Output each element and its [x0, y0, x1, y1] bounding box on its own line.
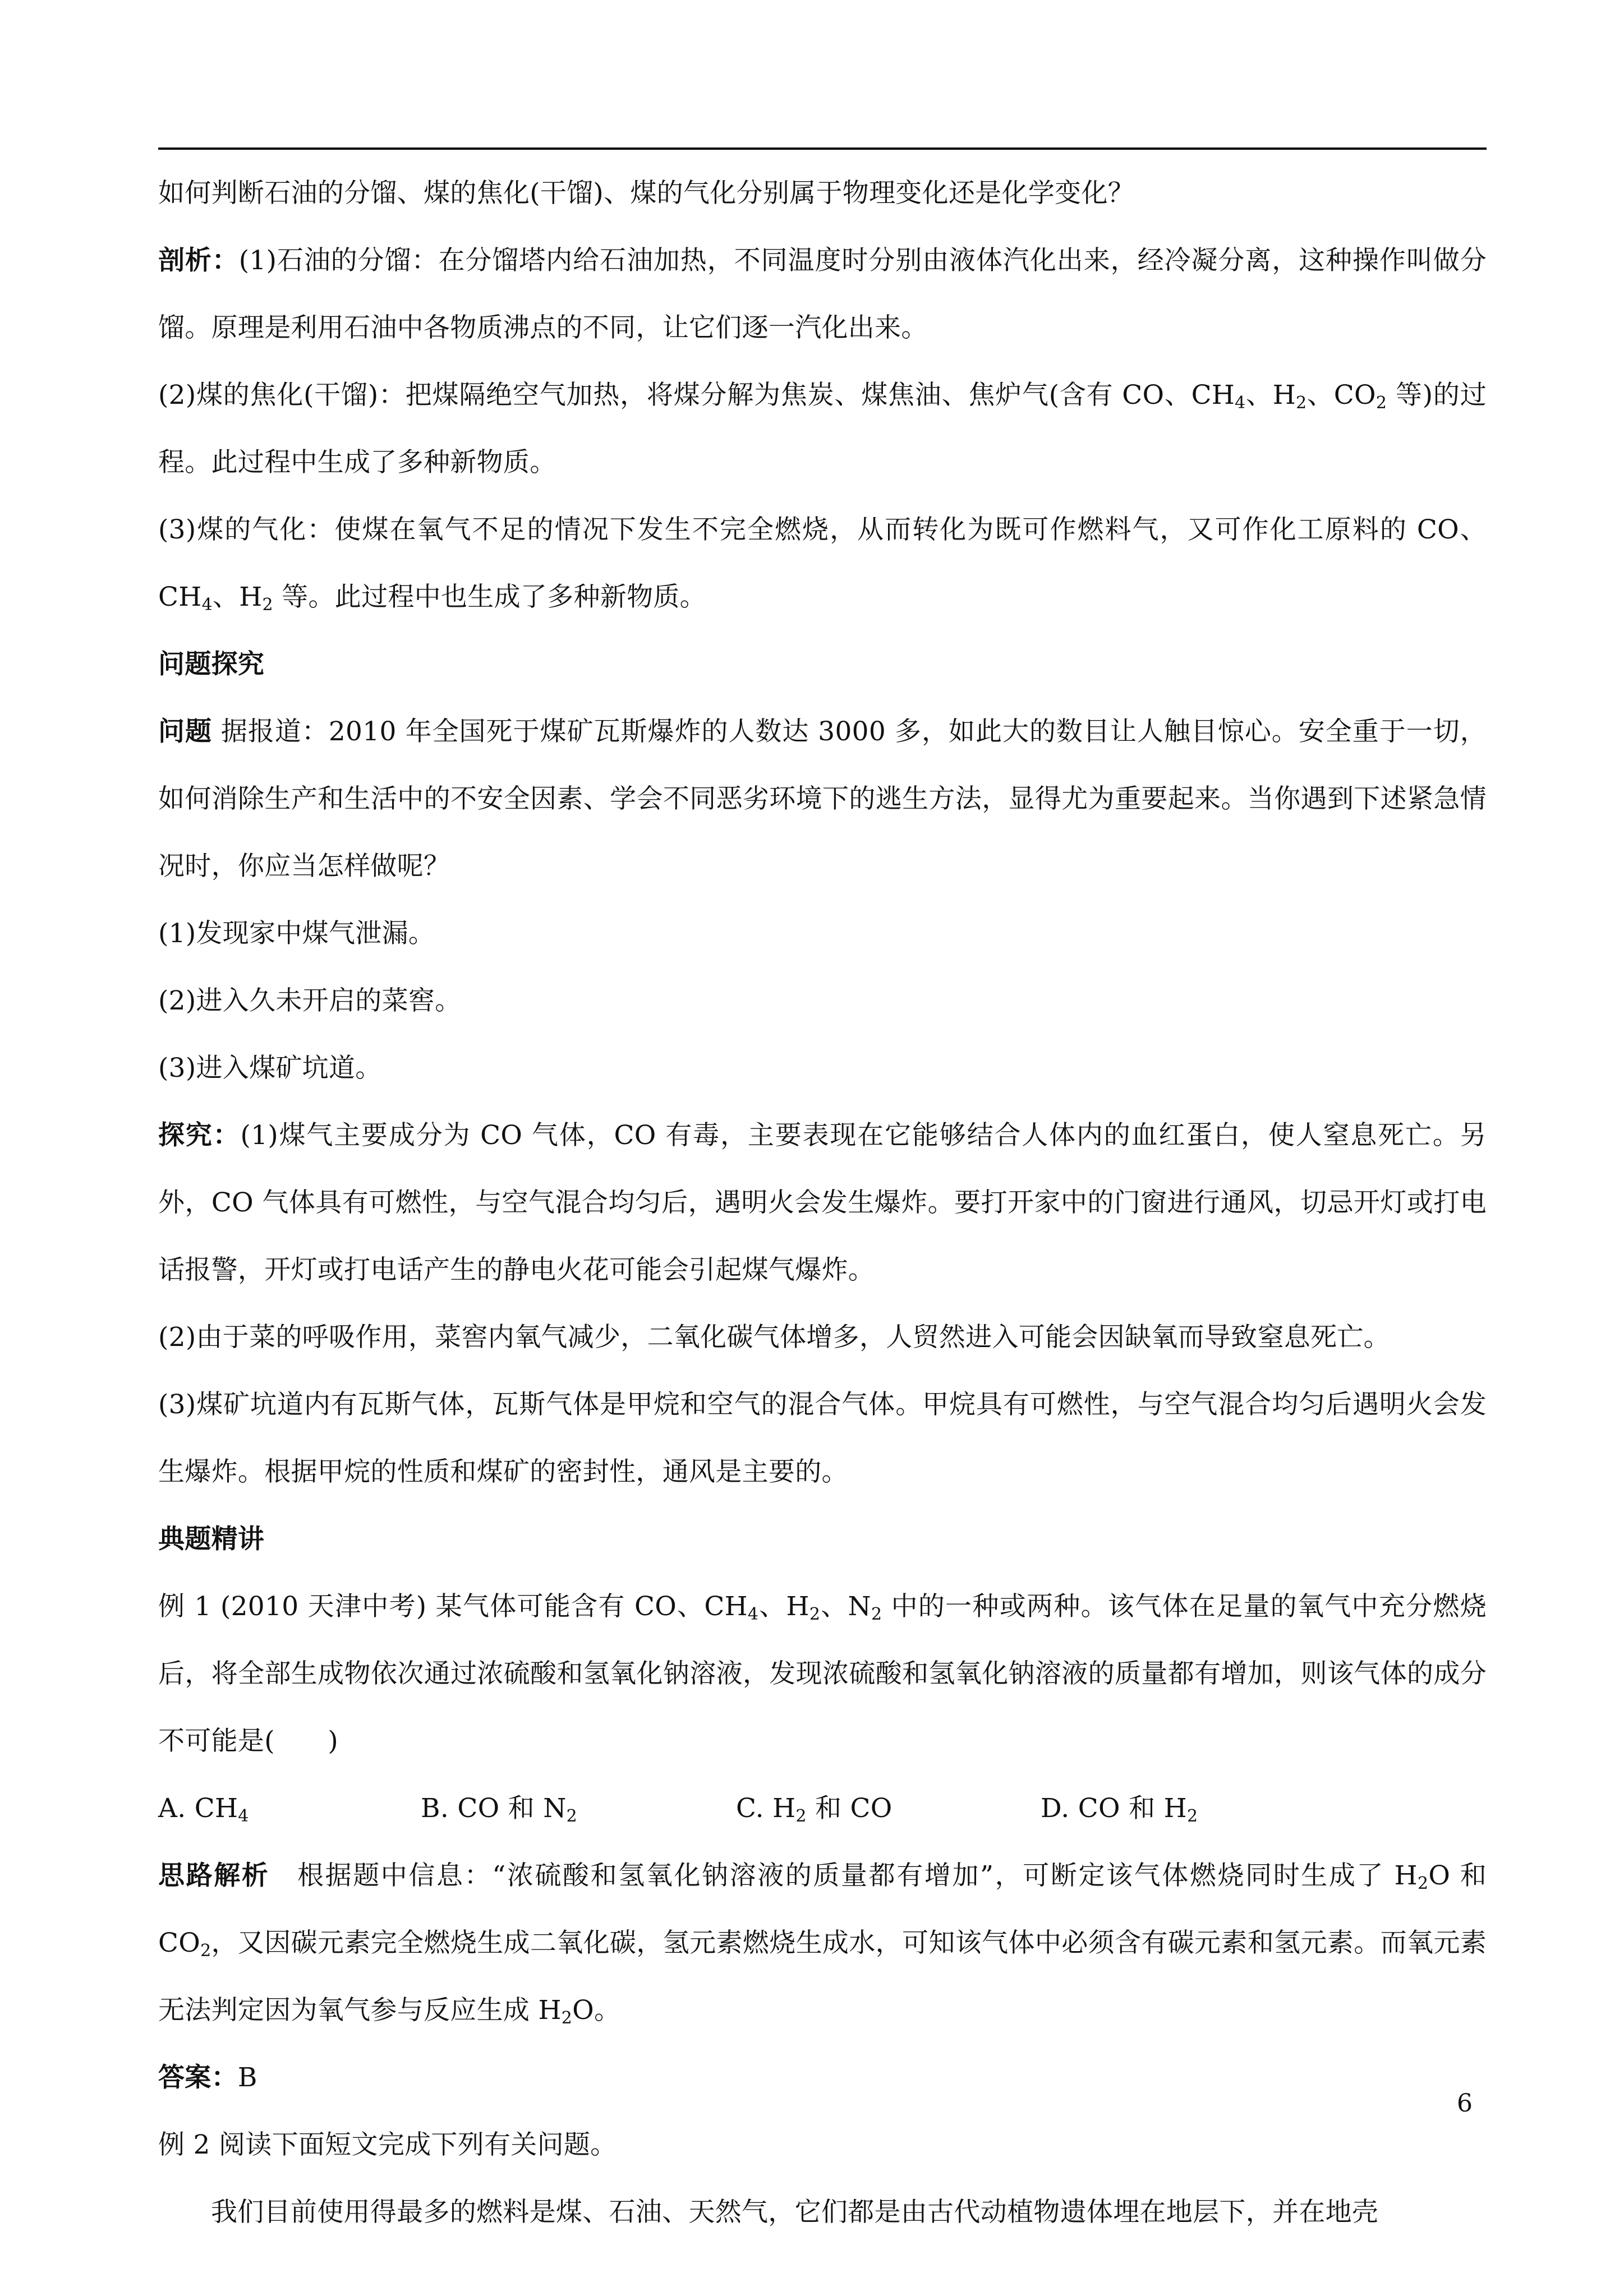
reasoning-text-a: 根据题中信息：“浓硫酸和氢氧化钠溶液的质量都有增加”，可断定该气体燃烧同时生成了 H [269, 1860, 1418, 1891]
analysis-part-2 [158, 362, 1487, 496]
option-d [1041, 1775, 1198, 1842]
analysis-text-3b: 、H [212, 582, 263, 612]
question-intro-text: 如何判断石油的分馏、煤的焦化(干馏)、煤的气化分别属于物理变化还是化学变化？ [158, 178, 1135, 209]
reasoning-paragraph [158, 1842, 1487, 2044]
option-b [421, 1775, 577, 1842]
section-heading-examples: 典题精讲 [158, 1524, 265, 1555]
problem-item-3: (3)进入煤矿坑道。 [158, 1053, 382, 1084]
section-heading-explore: 问题探究 [158, 649, 265, 680]
analysis-label: 剖析： [158, 245, 239, 276]
analysis-part-3 [158, 496, 1487, 631]
explore-part-3: (3)煤矿坑道内有瓦斯气体，瓦斯气体是甲烷和空气的混合气体。甲烷具有可燃性，与空气混合均匀后遇明火会发生爆炸。根据甲烷的性质和煤矿的密封性，通风是主要的。 [158, 1389, 1487, 1487]
reasoning-text-d: O。 [572, 1995, 621, 2026]
analysis-text-2b: 、H [1245, 380, 1296, 411]
subscript: 2 [1417, 1874, 1429, 1893]
problem-item-1: (1)发现家中煤气泄漏。 [158, 918, 435, 949]
problem-paragraph [158, 698, 1487, 900]
subscript: 4 [1235, 393, 1246, 413]
question-intro [158, 160, 1487, 227]
answer-value: B [237, 2062, 257, 2093]
reasoning-label: 思路解析 [158, 1860, 270, 1891]
option-d-text: D. CO 和 H [1041, 1793, 1187, 1824]
subscript: 2 [200, 1941, 211, 1961]
example-2-body: 我们目前使用得最多的燃料是煤、石油、天然气，它们都是由古代动植物遗体埋在地层下，并在地壳 [211, 2197, 1379, 2228]
reasoning-text-b: O 和 CO [158, 1860, 1487, 1958]
subscript: 4 [201, 595, 213, 615]
explore-text-1: (1)煤气主要成分为 CO 气体，CO 有毒，主要表现在它能够结合人体内的血红蛋白，使人窒息死亡。另外，CO 气体具有可燃性，与空气混合均匀后，遇明火会发生爆炸。要打开家中的门窗进行通风，切忌开灯或打电话报警，开灯或打电话产生的静电火花可能会引起煤气爆炸。 [158, 1120, 1487, 1285]
example-1-options [158, 1775, 1487, 1842]
explore-part-2: (2)由于菜的呼吸作用，菜窖内氧气减少，二氧化碳气体增多，人贸然进入可能会因缺氧而导致窒息死亡。 [158, 1322, 1390, 1353]
problem-item-2: (2)进入久未开启的菜窖。 [158, 985, 462, 1016]
subscript: 2 [1186, 1806, 1198, 1826]
option-a [158, 1775, 249, 1842]
option-a-text: A. CH [158, 1793, 238, 1824]
option-c [736, 1775, 892, 1842]
subscript: 4 [238, 1806, 249, 1826]
analysis-text-3a: (3)煤的气化：使煤在氧气不足的情况下发生不完全燃烧，从而转化为既可作燃料气，又可作化工原料的 CO、CH [158, 514, 1487, 612]
problem-text: 据报道：2010 年全国死于煤矿瓦斯爆炸的人数达 3000 多，如此大的数目让人触目惊心。安全重于一切，如何消除生产和生活中的不安全因素、学会不同恶劣环境下的逃生方法，显得尤为重要起来。当你遇到下述紧急情况时，你应当怎样做呢？ [158, 716, 1487, 882]
page-content [158, 160, 1487, 2246]
subscript: 2 [871, 1605, 882, 1624]
analysis-text-2a: (2)煤的焦化(干馏)：把煤隔绝空气加热，将煤分解为焦炭、煤焦油、焦炉气(含有 CO、CH [158, 380, 1235, 411]
option-b-text: B. CO 和 N [421, 1793, 567, 1824]
explore-label: 探究： [158, 1120, 241, 1151]
subscript: 2 [561, 2008, 573, 2028]
analysis-text-2c: 、CO [1306, 380, 1376, 411]
page-number: 6 [1457, 2089, 1473, 2118]
analysis-text-2d: 等)的过程。此过程中生成了多种新物质。 [158, 380, 1487, 478]
answer-line [158, 2044, 1487, 2111]
subscript: 2 [566, 1806, 578, 1826]
analysis-text-1: (1)石油的分馏：在分馏塔内给石油加热，不同温度时分别由液体汽化出来，经冷凝分离，这种操作叫做分馏。原理是利用石油中各物质沸点的不同，让它们逐一汽化出来。 [158, 245, 1487, 343]
subscript: 4 [747, 1605, 759, 1624]
example-1-text-d: 中的一种或两种。该气体在足量的氧气中充分燃烧后，将全部生成物依次通过浓硫酸和氢氧化钠溶液，发现浓硫酸和氢氧化钠溶液的质量都有增加，则该气体的成分不可能是( ) [158, 1591, 1487, 1756]
answer-label: 答案： [158, 2062, 238, 2093]
analysis-text-3c: 等。此过程中也生成了多种新物质。 [273, 582, 706, 612]
example-1-text-c: 、N [820, 1591, 871, 1622]
analysis-part-1 [158, 227, 1487, 362]
subscript: 2 [795, 1806, 807, 1826]
option-c-text-b: 和 CO [806, 1793, 892, 1824]
subscript: 2 [262, 595, 273, 615]
subscript: 2 [1296, 393, 1307, 413]
example-1-text-a: 例 1 (2010 天津中考) 某气体可能含有 CO、CH [158, 1591, 748, 1622]
example-1-text-b: 、H [758, 1591, 809, 1622]
reasoning-text-c: ，又因碳元素完全燃烧生成二氧化碳，氢元素燃烧生成水，可知该气体中必须含有碳元素和氢元素。而氧元素无法判定因为氧气参与反应生成 H [158, 1928, 1487, 2026]
header-rule [158, 147, 1487, 150]
option-c-text-a: C. H [736, 1793, 796, 1824]
example-2-title: 例 2 阅读下面短文完成下列有关问题。 [158, 2129, 617, 2160]
example-1-question [158, 1573, 1487, 1775]
subscript: 2 [809, 1605, 821, 1624]
problem-label: 问题 [158, 716, 212, 747]
subscript: 2 [1375, 393, 1387, 413]
explore-part-1 [158, 1102, 1487, 1304]
